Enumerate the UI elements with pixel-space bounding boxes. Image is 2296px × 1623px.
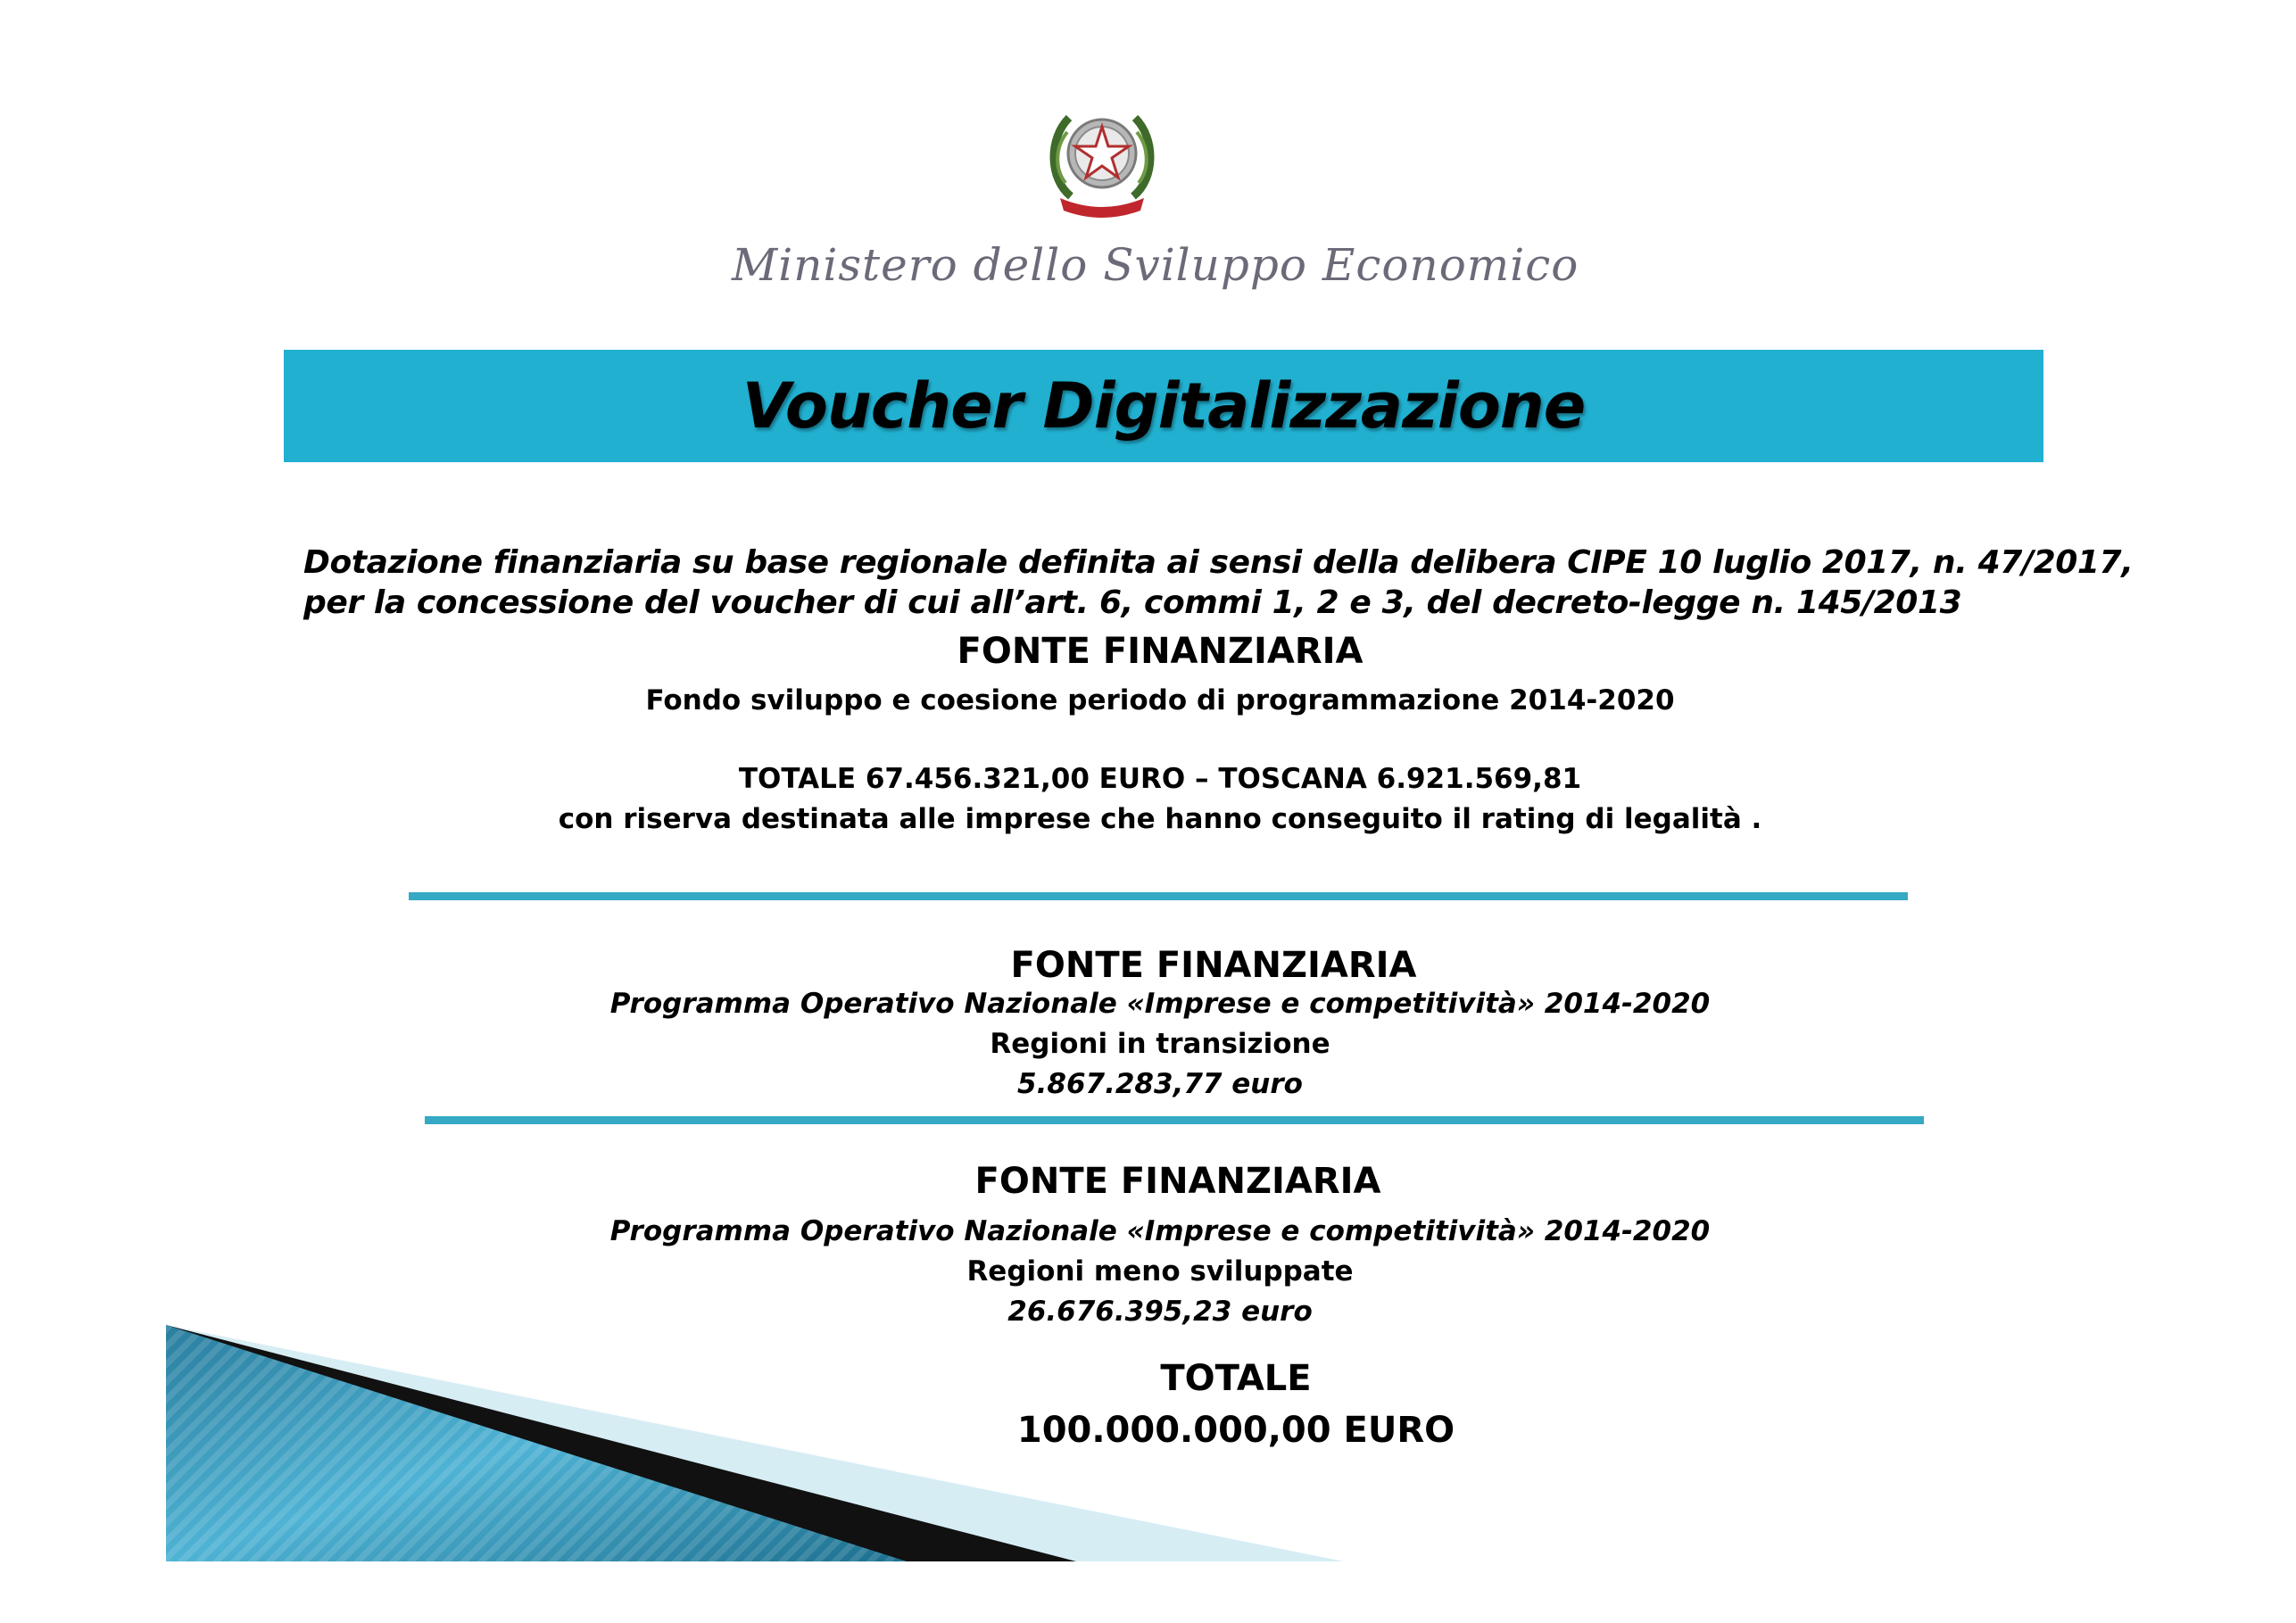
section3-regions: Regioni meno sviluppate xyxy=(966,1255,1354,1288)
decorative-corner-shape xyxy=(166,1325,1344,1561)
section2-program: Programma Operativo Nazionale «Imprese e competitività» 2014-2020 xyxy=(609,988,1711,1020)
section2-regions: Regioni in transizione xyxy=(990,1028,1330,1060)
section2-heading: FONTE FINANZIARIA xyxy=(1010,945,1417,986)
grand-total-label: TOTALE xyxy=(1160,1358,1312,1399)
divider-1 xyxy=(409,892,1908,900)
section1-note: con riserva destinata alle imprese che hanno conseguito il rating di legalità . xyxy=(558,803,1762,835)
intro-line-1: Dotazione finanziaria su base regionale definita ai sensi della delibera CIPE 10 luglio 2017, n. 47/2017, xyxy=(303,544,2134,581)
section3-amount: 26.676.395,23 euro xyxy=(1007,1296,1313,1328)
page-title: Voucher Digitalizzazione xyxy=(742,369,1586,443)
section3-program: Programma Operativo Nazionale «Imprese e competitività» 2014-2020 xyxy=(609,1215,1711,1247)
section2-amount: 5.867.283,77 euro xyxy=(1017,1068,1303,1100)
grand-total-amount: 100.000.000,00 EURO xyxy=(1016,1410,1455,1451)
ministry-name: Ministero dello Sviluppo Economico xyxy=(732,239,1579,291)
italian-republic-emblem xyxy=(1044,98,1160,223)
section1-total: TOTALE 67.456.321,00 EURO – TOSCANA 6.921.569,81 xyxy=(738,763,1582,795)
divider-2 xyxy=(425,1116,1924,1124)
intro-line-2: per la concessione del voucher di cui all’art. 6, commi 1, 2 e 3, del decreto-legge n. 145/2013 xyxy=(303,584,1962,621)
section1-source: Fondo sviluppo e coesione periodo di programmazione 2014-2020 xyxy=(645,684,1675,716)
section3-heading: FONTE FINANZIARIA xyxy=(974,1161,1381,1202)
title-banner xyxy=(284,350,2043,462)
section1-heading: FONTE FINANZIARIA xyxy=(957,631,1364,672)
